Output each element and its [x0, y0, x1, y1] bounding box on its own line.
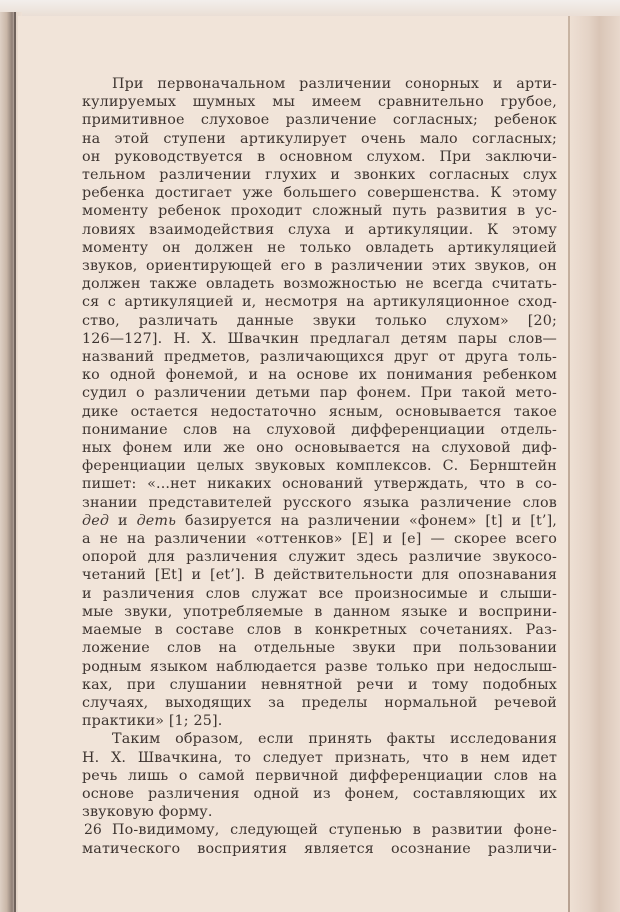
text-line: ство, различать данные звуки только слухом» [20; [82, 312, 557, 329]
text-line: звуковую форму. [82, 804, 213, 821]
text-line: должен также овладеть возможностью не всегда считать- [82, 276, 557, 293]
text-line: ференциации целых звуковых комплексов. С. Бернштейн [82, 458, 557, 475]
text-line: родным языком наблюдается разве только при недослыш- [82, 658, 557, 675]
text-line: а не на различении «оттенков» [E] и [e] — скорее всего [82, 531, 557, 548]
text-line: практики» [1; 25]. [82, 713, 223, 730]
text-line: пишет: «...нет никаких оснований утверждать, что в со- [82, 476, 557, 493]
text-line: 126—127]. Н. Х. Швачкин предлагал детям пары слов— [82, 330, 557, 347]
body-text [82, 75, 557, 858]
text-line: ся с артикуляцией и, несмотря на артикуляционное сход- [82, 294, 557, 311]
text-line: тельном различении глухих и звонких согласных слух [82, 167, 557, 184]
text-line: При первоначальном различении сонорных и арти- [112, 76, 557, 92]
example-word: деть [136, 512, 177, 529]
conjunction: и [109, 512, 137, 529]
spine-line [14, 12, 16, 912]
text-line: он руководствуется в основном слухом. При заключи- [82, 148, 557, 165]
text-line: названий предметов, различающихся друг от друга толь- [82, 349, 557, 366]
text-line: ловиях взаимодействия слуха и артикуляции. К этому [82, 221, 557, 238]
text-line: звуков, ориентирующей его в различении этих звуков, он [82, 258, 557, 275]
text-line: речь лишь о самой первичной дифференциации слов на [82, 767, 557, 784]
text-line: моменту ребенок проходит сложный путь развития в ус- [82, 203, 557, 220]
text-line: дике остается недостаточно ясным, основывается такое [82, 403, 557, 420]
text-line: Таким образом, если принять факты исследования [112, 731, 557, 748]
text-line: ребенка достигает уже большего совершенства. К этому [82, 185, 557, 202]
line-rest: базируется на различении «фонем» [t] и [t’], [176, 512, 557, 529]
text-line: и различения слов служат все произносимые и слыши- [82, 585, 557, 602]
example-word: дед [82, 512, 110, 529]
page-fold [568, 16, 570, 912]
text-line: опорой для различения служит здесь различие звукосо- [82, 549, 557, 566]
text-line: понимание слов на слуховой дифференциации отдель- [82, 421, 557, 438]
text-line: кулируемых шумных мы имеем сравнительно грубое, [82, 94, 557, 111]
text-line: судил о различении детьми пар фонем. При такой мето- [82, 385, 557, 402]
page-number: 26 [84, 822, 102, 838]
text-line: моменту он должен не только овладеть артикуляцией [82, 239, 557, 256]
facing-page-edge [568, 16, 620, 912]
text-line: матического восприятия является осознание различи- [82, 840, 557, 857]
text-line: ко одной фонемой, и на основе их понимания ребенком [82, 367, 557, 384]
text-line: маемые в составе слов в конкретных сочетаниях. Раз- [82, 622, 557, 639]
text-line: По-видимому, следующей ступенью в развитии фоне- [112, 822, 557, 839]
text-line: случаях, выходящих за пределы нормальной речевой [82, 694, 557, 711]
text-line: ложение слов на отдельные звуки при пользовании [82, 640, 557, 657]
text-line: четаний [Et] и [et’]. В действительности для опознавания [82, 567, 557, 584]
text-line: ках, при слушании невнятной речи и тому подобных [82, 676, 557, 693]
text-line: ных фонем или же оно основывается на слуховой диф- [82, 440, 557, 457]
text-line: основе различения одной из фонем, составляющих их [82, 785, 557, 802]
text-line: примитивное слуховое различение согласных; ребенок [82, 112, 557, 129]
text-line: мые звуки, употребляемые в данном языке и восприни- [82, 603, 557, 620]
text-line [82, 512, 557, 530]
text-line: на этой ступени артикулирует очень мало согласных; [82, 130, 557, 147]
text-line: знании представителей русского языка различение слов [82, 494, 557, 511]
text-line: Н. Х. Швачкина, то следует признать, что в нем идет [82, 749, 557, 766]
